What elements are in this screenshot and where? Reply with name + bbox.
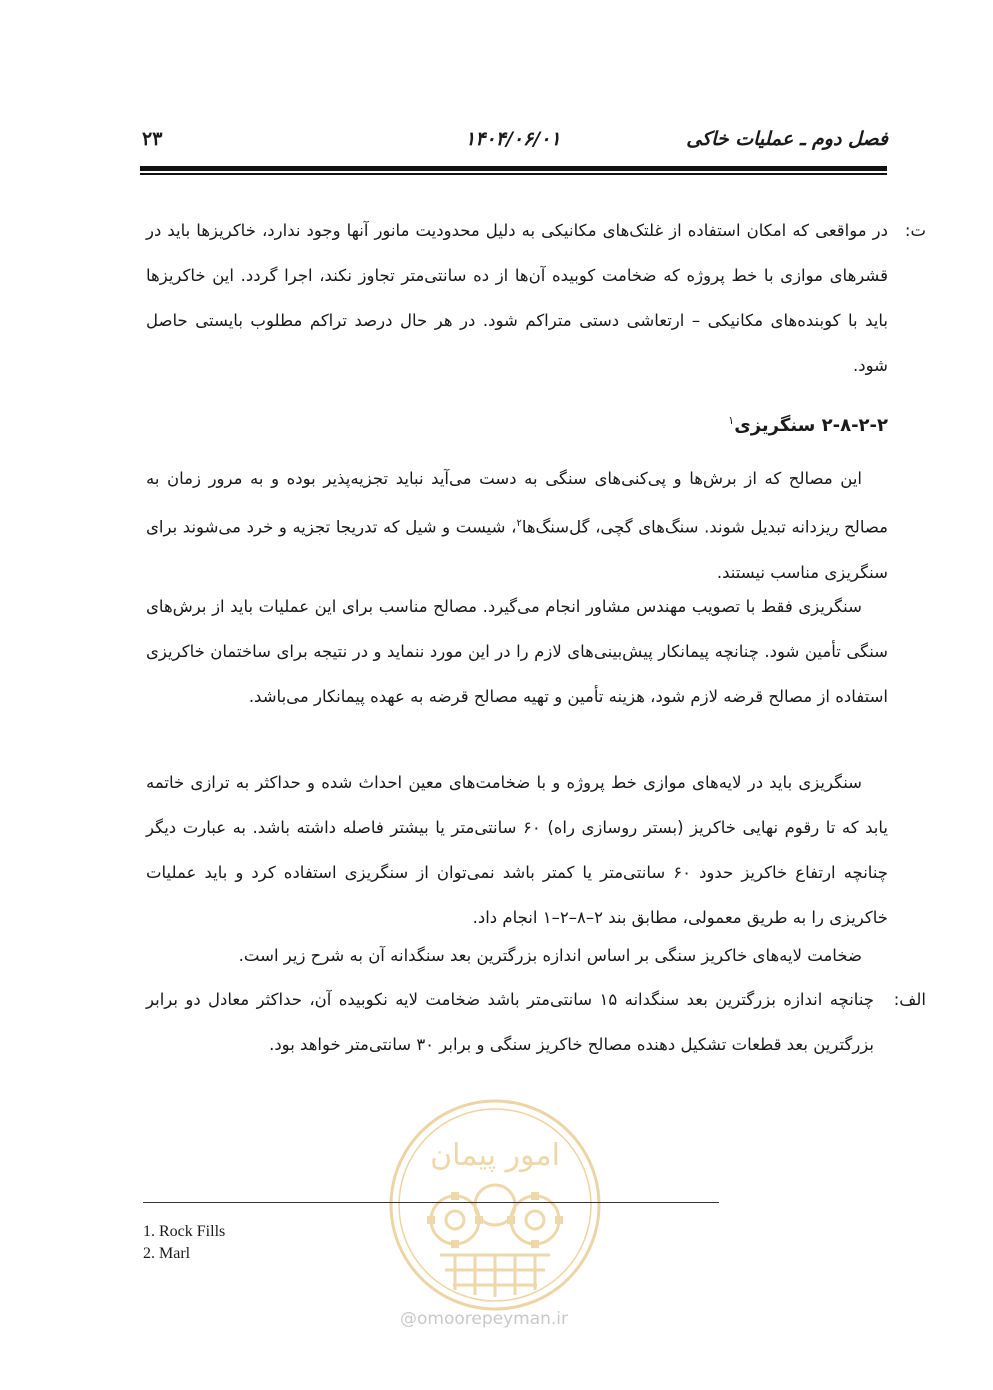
page-number: ۲۳	[142, 128, 163, 150]
footnote-1: 1. Rock Fills	[143, 1223, 226, 1240]
paragraph-alef-label: الف:	[893, 990, 926, 1009]
watermark-logo	[385, 1095, 605, 1315]
paragraph-alef	[146, 977, 926, 1067]
paragraph-te	[146, 208, 926, 388]
paragraph-te-label: ت:	[904, 221, 926, 240]
header-date: ۱۴۰۴/۰۶/۰۱	[465, 128, 561, 150]
paragraph-alef-text: چنانچه اندازه بزرگترین بعد سنگدانه ۱۵ سانتی‌متر باشد ضخامت لایه نکوبیده آن، حداکثر معادل دو برابر بزرگترین بعد قطعات تشکیل دهنده مصالح خاکریز سنگی و برابر ۳۰ سانتی‌متر خواهد بود.	[146, 990, 875, 1054]
footnote-ref-2: ۲	[516, 518, 522, 529]
paragraph-4: ضخامت لایه‌های خاکریز سنگی بر اساس اندازه بزرگترین بعد سنگدانه آن به شرح زیر است.	[238, 946, 862, 965]
paragraph-1-part-b: ، شیست و شیل که تدریجا تجزیه و خرد می‌شوند برای سنگریزی مناسب نیستند.	[146, 517, 888, 582]
paragraph-1	[146, 456, 888, 595]
paragraph-3: سنگریزی باید در لایه‌های موازی خط پروژه و با ضخامت‌های معین احداث شده و حداکثر به ترازی خاتمه یابد که تا رقوم نهایی خاکریز (بستر روسازی راه) ۶۰ سانتی‌متر یا بیشتر فاصله داشته باشد. به عبارت دیگر چنانچه ارتفاع خاکریز حدود ۶۰ سانتی‌متر یا کمتر باشد نمی‌توان از سنگریزی استفاده کرد و باید عملیات خاکریزی را به طریق معمولی، مطابق بند ۲–۸–۲–۱ انجام داد.	[146, 773, 888, 927]
header-rule-thin	[140, 173, 887, 175]
watermark-logo-text: امور پیمان	[430, 1138, 560, 1173]
section-heading-text: ۲-۸-۲-۲ سنگریزی	[734, 415, 888, 436]
header-rule-thick	[140, 166, 887, 171]
chapter-title: فصل دوم ـ عملیات خاکی	[686, 128, 888, 150]
paragraph-1-part-a: این مصالح که از برش‌ها و پی‌کنی‌های سنگی به دست می‌آید نباید تجزیه‌پذیر بوده و به مرور زمان به مصالح ریزدانه تبدیل شوند. سنگ‌های گچی، گل‌سنگ‌ها	[146, 469, 888, 537]
paragraph-te-text: در مواقعی که امکان استفاده از غلتک‌های مکانیکی به دلیل محدودیت مانور آنها وجود ندارد، خاکریزها باید در قشرهای موازی با خط پروژه که ضخامت کوبیده آن‌ها از ده سانتی‌متر تجاوز نکند، اجرا گردد. این خاکریزها باید با کوبنده‌های مکانیکی – ارتعاشی دستی متراکم شود. در هر حال درصد تراکم مطلوب بایستی حاصل شود.	[146, 221, 888, 375]
section-heading	[728, 398, 888, 448]
watermark-url: @omoorepeyman.ir	[400, 1309, 569, 1329]
paragraph-2: سنگریزی فقط با تصویب مهندس مشاور انجام می‌گیرد. مصالح مناسب برای این عملیات باید از برش‌های سنگی تأمین شود. چنانچه پیمانکار پیش‌بینی‌های لازم را در این مورد ننماید و در نتیجه برای ساختمان خاکریزی استفاده از مصالح قرضه لازم شود، هزینه تأمین و تهیه مصالح قرضه به عهده پیمانکار می‌باشد.	[146, 597, 888, 706]
footnote-2: 2. Marl	[143, 1245, 191, 1262]
footnote-ref-1: ۱	[728, 414, 735, 427]
footnote-rule	[143, 1202, 719, 1203]
